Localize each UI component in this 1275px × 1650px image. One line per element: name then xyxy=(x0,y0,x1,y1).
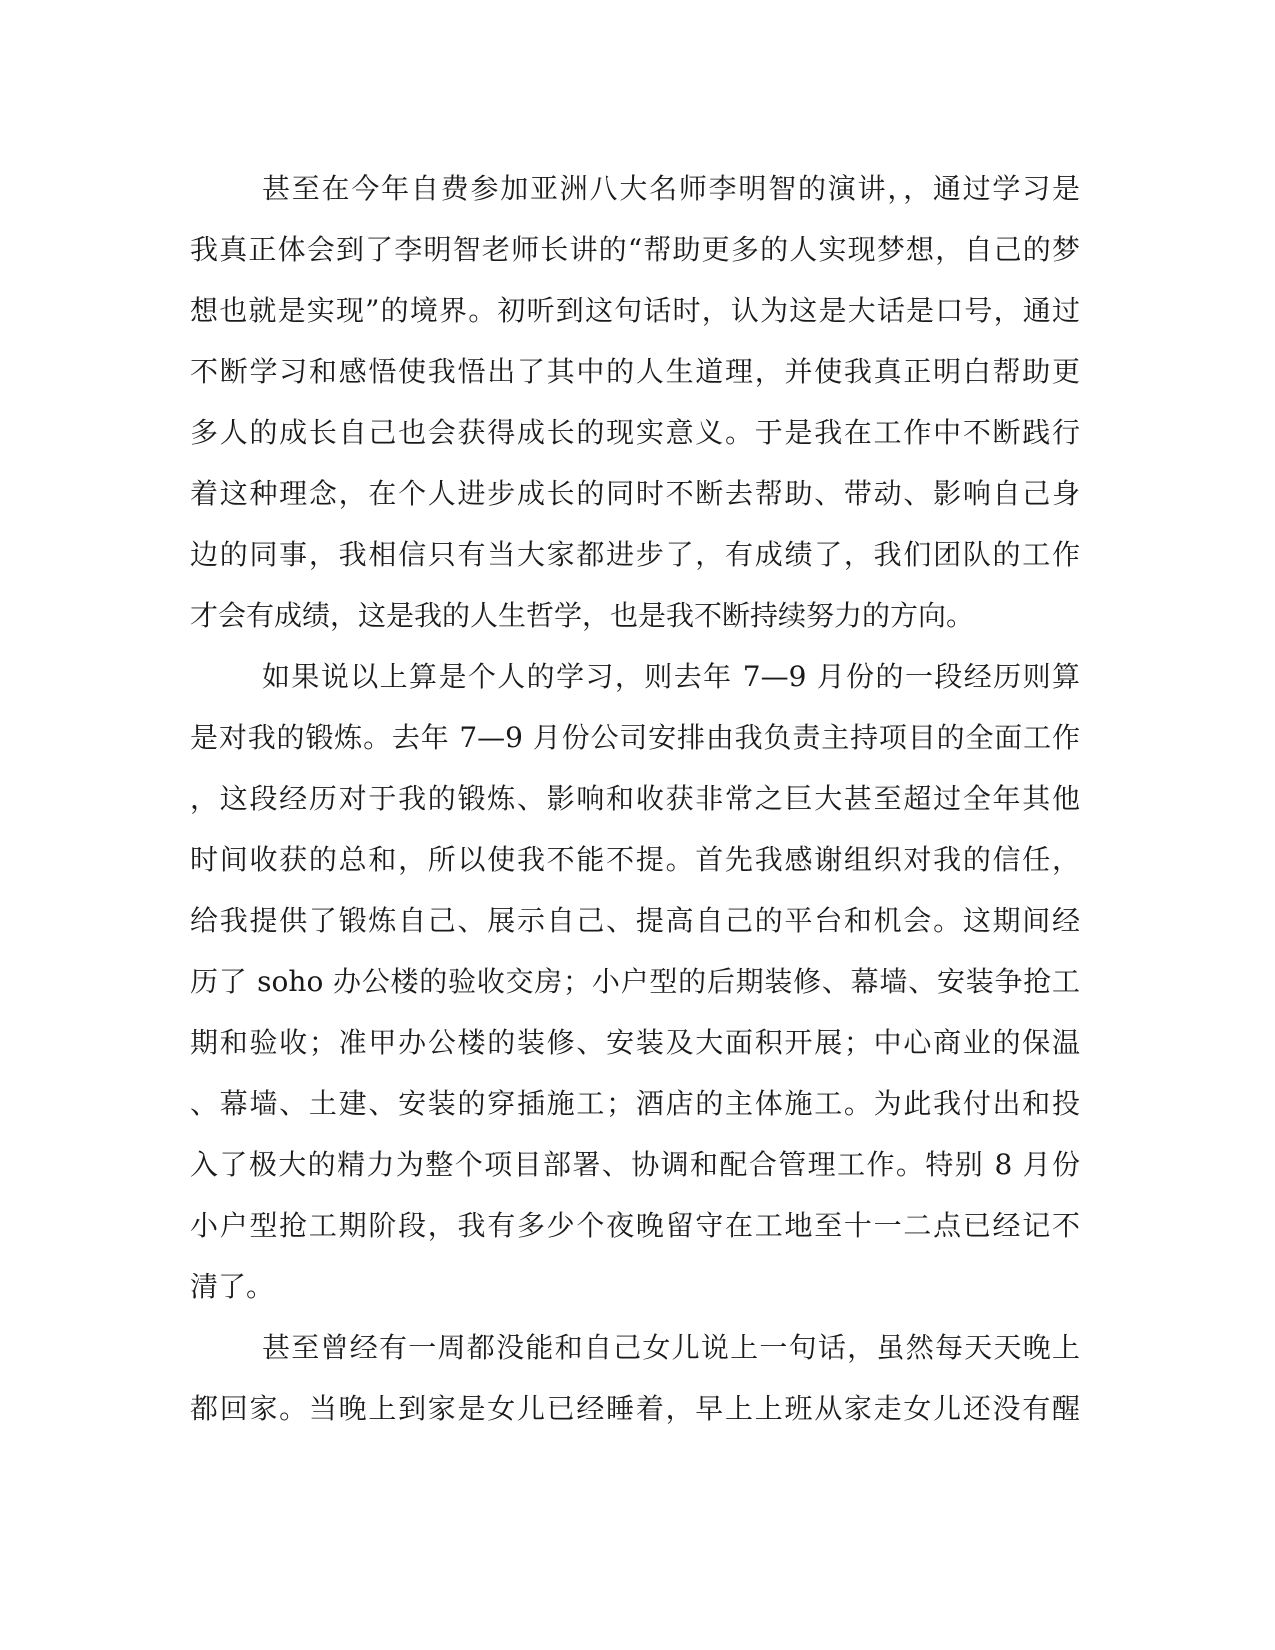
paragraph-3-line-1: 甚至曾经有一周都没能和自己女儿说上一句话，虽然每天天晚上 xyxy=(262,1331,1080,1364)
paragraph-1-line-2: 我真正体会到了李明智老师长讲的“帮助更多的人实现梦想，自己的梦 xyxy=(190,233,1080,266)
paragraph-2-line-2: 是对我的锻炼。去年 7—9 月份公司安排由我负责主持项目的全面工作 xyxy=(190,721,1080,754)
paragraph-2-line-11: 清了。 xyxy=(190,1270,275,1303)
paragraph-1-line-8: 才会有成绩，这是我的人生哲学，也是我不断持续努力的方向。 xyxy=(190,599,975,632)
paragraph-2-line-7: 期和验收；准甲办公楼的装修、安装及大面积开展；中心商业的保温 xyxy=(190,1026,1080,1059)
paragraph-2-line-6: 历了 soho 办公楼的验收交房；小户型的后期装修、幕墙、安装争抢工 xyxy=(190,965,1080,998)
paragraph-1-line-7: 边的同事，我相信只有当大家都进步了，有成绩了，我们团队的工作 xyxy=(190,538,1080,571)
paragraph-2-line-10: 小户型抢工期阶段，我有多少个夜晚留守在工地至十一二点已经记不 xyxy=(190,1209,1080,1242)
paragraph-1-line-3: 想也就是实现”的境界。初听到这句话时，认为这是大话是口号，通过 xyxy=(190,294,1080,327)
paragraph-3-line-2: 都回家。当晚上到家是女儿已经睡着，早上上班从家走女儿还没有醒 xyxy=(190,1392,1080,1425)
paragraph-1-line-5: 多人的成长自己也会获得成长的现实意义。于是我在工作中不断践行 xyxy=(190,416,1080,449)
paragraph-2-line-9: 入了极大的精力为整个项目部署、协调和配合管理工作。特别 8 月份 xyxy=(190,1148,1080,1181)
paragraph-2-line-4: 时间收获的总和，所以使我不能不提。首先我感谢组织对我的信任， xyxy=(190,843,1080,876)
body-text xyxy=(190,158,1080,1439)
paragraph-2-line-3: ，这段经历对于我的锻炼、影响和收获非常之巨大甚至超过全年其他 xyxy=(190,782,1080,815)
paragraph-1-line-6: 着这种理念，在个人进步成长的同时不断去帮助、带动、影响自己身 xyxy=(190,477,1080,510)
paragraph-1-line-1: 甚至在今年自费参加亚洲八大名师李明智的演讲，，通过学习是 xyxy=(262,172,1080,205)
paragraph-2-line-8: 、幕墙、土建、安装的穿插施工；酒店的主体施工。为此我付出和投 xyxy=(190,1087,1080,1120)
paragraph-1-line-4: 不断学习和感悟使我悟出了其中的人生道理，并使我真正明白帮助更 xyxy=(190,355,1080,388)
paragraph-2-line-1: 如果说以上算是个人的学习，则去年 7—9 月份的一段经历则算 xyxy=(262,660,1080,693)
paragraph-2-line-5: 给我提供了锻炼自己、展示自己、提高自己的平台和机会。这期间经 xyxy=(190,904,1080,937)
